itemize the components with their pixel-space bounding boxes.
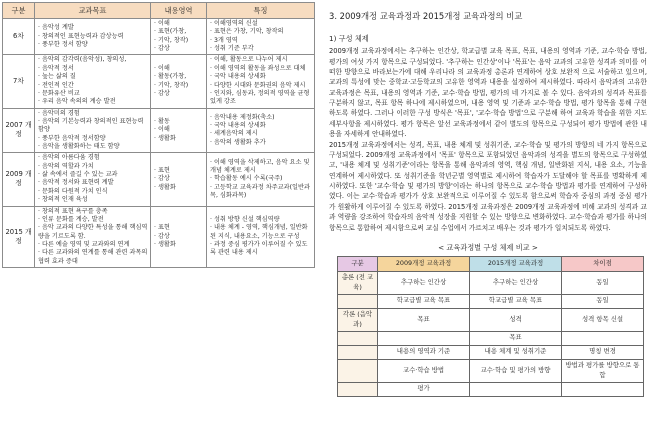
areas-list <box>152 224 205 249</box>
list-item: · 성취 기준 부각 <box>210 45 313 53</box>
features-cell <box>207 108 315 153</box>
cmp-cell-diff: 동일 <box>562 294 644 308</box>
goals-cell <box>35 153 151 206</box>
comparison-row <box>338 272 644 295</box>
comparison-section <box>329 10 647 397</box>
cmp-cell-c2009: 학교급별 교육 목표 <box>378 294 470 308</box>
list-item: · 이해 <box>154 126 205 134</box>
features-cell <box>207 153 315 206</box>
goals-cell <box>35 108 151 153</box>
list-item: · 인류 문화를 계승, 발전 <box>38 216 149 224</box>
list-item: · 활동 <box>154 118 205 126</box>
cmp-cell-c2009: 목표 <box>378 308 470 331</box>
cmp-cell-label: 각론 (음악과) <box>338 308 378 331</box>
list-item: · 음악미의 경험 <box>38 110 149 118</box>
goals-list <box>36 154 149 204</box>
list-item: · 이해영역의 신설 <box>210 20 313 28</box>
list-item: · 고등학교 교육과정 차주교과(일반과목, 심화과목) <box>210 184 313 201</box>
list-item: · 창의적인 표현능력과 감상능력 <box>38 33 149 41</box>
list-item: · 문화유산 비교 <box>38 90 149 98</box>
comparison-row <box>338 359 644 382</box>
list-item: · 감상 <box>154 90 205 98</box>
table-header-row <box>3 3 315 19</box>
list-item: · 이해 <box>154 20 205 28</box>
paragraph-2015: 2015개정 교육과정에서는 성격, 목표, 내용 체계 및 성취기준, 교수·학습 및 평가의 방향의 네 가지 항목으로 구성되었다. 2009개정 교육과정에서 '목표' 항목으로 포함되었던 음악과의 성격을 별도의 항목으로 구성하였고, '내용 체계 및 성취기준'이라는 항목을 통해 음악과의 영역, 핵심 개념, 일반화된 지식, 내용 요소, 기능을 연계하여 제시하였다. 또 성취기준을 학년군별 영역별로 제시하여 학습자가 도달해야 할 목표를 명확하게 제시하였다. 또한 '교수·학습 및 평가의 방향'이라는 하나의 항목으로 교수·학습 방법과 평가를 연계하여 구성하였다. 이는 교수·학습과 평가가 상호 보완적으로 이루어질 수 있도록 함으로써 학습자 중심의 과정 중심 평가가 원활하게 이루어질 수 있도록 하였다. 2015개정 교육과정은 2009개정 교육과정에 비해 교과의 성격과 교과 역량을 강조하여 학습자의 음악적 성장을 지원할 수 있는 방향으로 변화하였다. 교수·학습과 평가를 하나의 항목으로 통합하여 제시함으로써 교실 수업에서 가르치고 배우는 것과 평가가 일치되도록 하였다. <box>329 140 647 232</box>
list-item: · 표현은 가창, 기악, 창작의 <box>210 28 313 36</box>
cmp-cell-c2009: 교수·학습 방법 <box>378 359 470 382</box>
features-cell <box>207 206 315 268</box>
cmp-cell-diff: 성격 항목 신설 <box>562 308 644 331</box>
list-item: · 창의적 인재 육성 <box>38 196 149 204</box>
list-item: · 이해, 활동으로 나누어 제시 <box>210 56 313 64</box>
list-item: · 인지와, 심동과, 정의적 영역을 균형 있게 강조 <box>210 90 313 107</box>
list-item: · 문화의 다원적 가치 인식 <box>38 188 149 196</box>
cmp-cell-c2015: 교수·학습 및 평가의 방향 <box>470 359 562 382</box>
list-item: · 음악의 아름다움 경험 <box>38 154 149 162</box>
list-item: · 이해 <box>154 65 205 73</box>
features-list <box>208 216 313 258</box>
areas-list <box>152 118 205 143</box>
cmp-cell-c2015 <box>470 382 562 396</box>
cmp-header-2009: 2009개정 교육과정 <box>378 257 470 272</box>
cmp-cell-diff <box>562 331 644 345</box>
list-item: · 다양한 시대와 문화권의 음악 제시 <box>210 82 313 90</box>
list-item: · 다른 예술 영역 및 교과와의 연계 <box>38 241 149 249</box>
goals-cell <box>35 55 151 108</box>
list-item: · 생활화 <box>154 184 205 192</box>
list-item: · 음악내용 제정화(축소) <box>210 114 313 122</box>
list-item: · 표현 <box>154 224 205 232</box>
areas-list <box>152 20 205 53</box>
comparison-row <box>338 331 644 345</box>
header-areas: 내용영역 <box>151 3 207 19</box>
areas-cell <box>151 206 207 268</box>
list-item: · 표현 <box>154 167 205 175</box>
list-item: · 표현(가창, <box>154 28 205 36</box>
cmp-cell-c2009: 추구하는 인간상 <box>378 272 470 295</box>
list-item: · 음악의 기본능력과 창의적인 표현능력 함양 <box>38 118 149 135</box>
curriculum-history-table-area <box>2 2 314 268</box>
list-item: · 성취 방향 신설 핵심역량 <box>210 216 313 224</box>
list-item: · 음악의 역할과 가치 <box>38 163 149 171</box>
table-row <box>3 108 315 153</box>
areas-cell <box>151 55 207 108</box>
list-item: · 음악적 정서와 표현력 계발 <box>38 179 149 187</box>
table-caption: < 교육과정별 구성 체제 비교 > <box>438 242 538 252</box>
comparison-row <box>338 308 644 331</box>
cmp-cell-label: 총론 (전 교육) <box>338 272 378 295</box>
list-item: · 음악의 생활화 추가 <box>210 139 313 147</box>
goals-list <box>36 56 149 106</box>
header-features: 특징 <box>207 3 315 19</box>
goals-list <box>36 110 149 152</box>
areas-cell <box>151 153 207 206</box>
era-cell: 2007 개정 <box>3 108 35 153</box>
areas-list <box>152 167 205 192</box>
list-item: · 생활화 <box>154 241 205 249</box>
table-row <box>3 206 315 268</box>
cmp-cell-c2009: 내용의 영역과 기준 <box>378 345 470 359</box>
list-item: · 감상 <box>154 233 205 241</box>
curriculum-history-table <box>2 2 315 268</box>
features-list <box>208 56 313 106</box>
list-item: · 이해 영역의 활동을 좌성으로 대체 <box>210 65 313 73</box>
list-item: · 활동(가창, <box>154 73 205 81</box>
comparison-header-row <box>338 257 644 272</box>
header-category: 구분 <box>3 3 35 19</box>
list-item: · 음악을 생활화하는 태도 함양 <box>38 143 149 151</box>
features-cell <box>207 55 315 108</box>
list-item: · 기악, 창작) <box>154 37 205 45</box>
cmp-cell-diff: 동일 <box>562 272 644 295</box>
cmp-cell-c2015: 추구하는 인간상 <box>470 272 562 295</box>
cmp-cell-c2009 <box>378 331 470 345</box>
subsection-title: 1) 구성 체제 <box>329 34 369 44</box>
list-item: · 높는 삶의 질 <box>38 73 149 81</box>
list-item: · 기악, 창작) <box>154 82 205 90</box>
header-goals: 교과목표 <box>35 3 151 19</box>
cmp-cell-label <box>338 294 378 308</box>
list-item: · 음악의 감각력(음악성), 창의성, <box>38 56 149 64</box>
goals-list <box>36 24 149 49</box>
list-item: · 국악 내용의 상세화 <box>210 122 313 130</box>
list-item: · 창의적 표현 욕구를 충족 <box>38 208 149 216</box>
list-item: · 음악적 정서 <box>38 65 149 73</box>
list-item: · 내용 체계 - 영역, 핵심개념, 일반화된 지식, 내용요소, 기능으로 구성 <box>210 224 313 241</box>
cmp-header-diff: 차이점 <box>562 257 644 272</box>
list-item: · 학습활동 예시 수록(국주) <box>210 175 313 183</box>
features-cell <box>207 19 315 55</box>
list-item: · 국악 내용의 상세화 <box>210 73 313 81</box>
goals-cell <box>35 206 151 268</box>
cmp-cell-c2015: 내용 체계 및 성취기준 <box>470 345 562 359</box>
cmp-cell-label <box>338 331 378 345</box>
list-item: · 생활화 <box>154 135 205 143</box>
cmp-cell-label <box>338 359 378 382</box>
list-item: · 다른 교과와의 연계를 통해 관련 과목의 협력 효과 증대 <box>38 249 149 266</box>
era-cell: 2015 개정 <box>3 206 35 268</box>
areas-cell <box>151 108 207 153</box>
list-item: · 음악 교과의 다양한 특성을 통해 핵심역량을 기르도록 함. <box>38 224 149 241</box>
cmp-cell-diff: 방법과 평가를 방향으로 통합 <box>562 359 644 382</box>
list-item: · 감상 <box>154 175 205 183</box>
cmp-cell-c2015: 목표 <box>470 331 562 345</box>
era-cell: 6차 <box>3 19 35 55</box>
list-item: · 3개 영역 <box>210 37 313 45</box>
comparison-table <box>337 256 644 397</box>
cmp-cell-label <box>338 382 378 396</box>
cmp-cell-label <box>338 345 378 359</box>
goals-list <box>36 208 149 267</box>
list-item: · 삶 속에서 즐길 수 있는 교과 <box>38 171 149 179</box>
cmp-header-2015: 2015개정 교육과정 <box>470 257 562 272</box>
areas-list <box>152 65 205 98</box>
list-item: · 과정 중심 평가가 이루어질 수 있도록 관련 내용 제시 <box>210 241 313 258</box>
list-item: · 전인적 인간 <box>38 82 149 90</box>
list-item: · 이해 영역을 삭제하고, 음악 요소 및 개념 체계로 제시 <box>210 159 313 176</box>
paragraph-2009: 2009개정 교육과정에서는 추구하는 인간상, 학교급별 교육 목표, 목표, 내용의 영역과 기준, 교수·학습 방법, 평가의 여섯 가지 항목으로 구성되었다. '추구하는 인간상'이나 '목표'는 음악 교과의 고유한 성격과 의미를 어떠한 방향으로 바라보는가에 대해 우리나라 의 교육과정 총론과 연계하여 상호 보완적 으로 서술하고 있으며, 교과의 특성에 맞는 중학교·고등학교의 고유한 영역과 내용을 설정하여 제시하였다. 따라서 음악과의 고유한 교육과정은 목표, 내용의 영역과 기준, 교수·학습 방법, 평가의 네 가지로 볼 수 있다. 음악과의 성격과 목표를 구분하지 않고, 목표 항목 하나에 제시하였으며, 내용 영역 및 기준과 교수·학습 방법, 평가 항목을 통해 구현하도록 하였다. 그러나 이러한 구성 방식은 '목표', '교수·학습 방법'으로 구분해 하여 교육과 학습을 위한 지도 세부사항을 제시하였다. 평가 항목은 앞선 교육과정에서 같이 별도의 항목으로 구성되어 평가 방법에 관한 내용을 자세하게 안내하였다. <box>329 47 647 139</box>
cmp-cell-c2015: 성격 <box>470 308 562 331</box>
comparison-row <box>338 382 644 396</box>
cmp-cell-diff: 명칭 변경 <box>562 345 644 359</box>
comparison-row <box>338 294 644 308</box>
section-title: 3. 2009개정 교육과정과 2015개정 교육과정의 비교 <box>329 11 523 21</box>
era-cell: 2009 개정 <box>3 153 35 206</box>
areas-cell <box>151 19 207 55</box>
era-cell: 7차 <box>3 55 35 108</box>
cmp-cell-c2009: 평가 <box>378 382 470 396</box>
features-list <box>208 114 313 147</box>
list-item: · 우리 음악 속의의 계승 발전 <box>38 98 149 106</box>
goals-cell <box>35 19 151 55</box>
list-item: · 감상 <box>154 45 205 53</box>
features-list <box>208 159 313 201</box>
table-row <box>3 55 315 108</box>
list-item: · 음악성 계발 <box>38 24 149 32</box>
table-row <box>3 19 315 55</box>
list-item: · 풍부한 음악적 정서함양 <box>38 135 149 143</box>
table-row <box>3 153 315 206</box>
features-list <box>208 20 313 53</box>
list-item: · 풍부한 정서 함양 <box>38 41 149 49</box>
cmp-cell-diff <box>562 382 644 396</box>
comparison-row <box>338 345 644 359</box>
list-item: · 세계음악의 제시 <box>210 130 313 138</box>
cmp-cell-c2015: 학교급별 교육 목표 <box>470 294 562 308</box>
cmp-header-category: 구분 <box>338 257 378 272</box>
